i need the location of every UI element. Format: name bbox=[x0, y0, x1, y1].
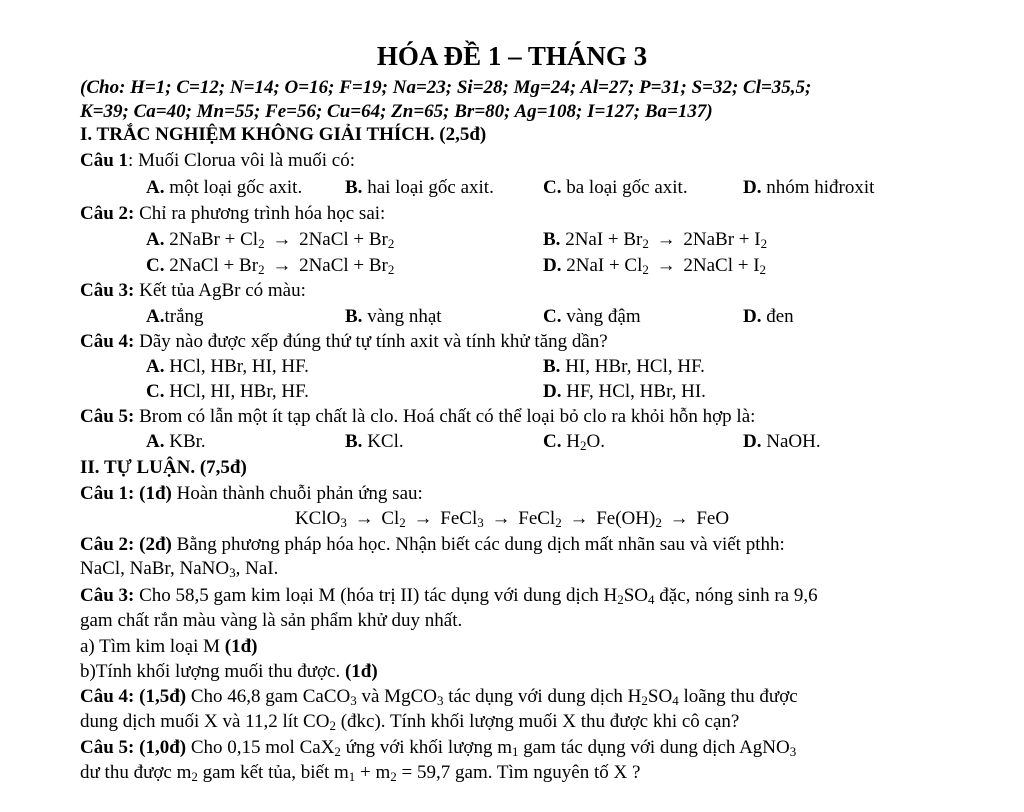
s1-q5-option-a: A. KBr. bbox=[146, 431, 206, 452]
atomic-masses-line-1: (Cho: H=1; C=12; N=14; O=16; F=19; Na=23; Si=28; Mg=24; Al=27; P=31; S=32; Cl=35,5; bbox=[80, 77, 812, 98]
atomic-masses-line-2: K=39; Ca=40; Mn=55; Fe=56; Cu=64; Zn=65; Br=80; Ag=108; I=127; Ba=137) bbox=[80, 101, 713, 122]
s2-q2-solutions: NaCl, NaBr, NaNO$_3$, NaI. bbox=[80, 558, 279, 580]
s2-q3-part-a: a) Tìm kim loại M (1đ) bbox=[80, 636, 258, 657]
s2-question-3: Câu 3: Cho 58,5 gam kim loại M (hóa trị II) tác dụng với dung dịch $H_2SO_4$ đặc, nóng sinh ra 9,6 bbox=[80, 585, 818, 607]
s1-q5-option-c: C. $H_2O$. bbox=[543, 431, 605, 453]
s1-q1-option-c: C. ba loại gốc axit. bbox=[543, 177, 688, 198]
s1-q2-option-a: A. 2NaBr + $Cl_2$ → 2NaCl + $Br_2$ bbox=[146, 229, 395, 251]
s1-q3-option-a: A.trắng bbox=[146, 306, 204, 327]
s1-q3-option-c: C. vàng đậm bbox=[543, 306, 641, 327]
s1-q5-option-d: D. NaOH. bbox=[743, 431, 821, 452]
s1-q1-option-d: D. nhóm hiđroxit bbox=[743, 177, 875, 198]
s2-question-2: Câu 2: (2đ) Bằng phương pháp hóa học. Nhận biết các dung dịch mất nhãn sau và viết pthh: bbox=[80, 534, 785, 555]
s1-q1-option-a: A. một loại gốc axit. bbox=[146, 177, 303, 198]
s1-q2-option-c: C. 2NaCl + $Br_2$ → 2NaCl + $Br_2$ bbox=[146, 255, 395, 277]
s1-question-2: Câu 2: Chỉ ra phương trình hóa học sai: bbox=[80, 203, 386, 224]
s1-q4-option-c: C. HCl, HI, HBr, HF. bbox=[146, 381, 309, 402]
section-1-heading: I. TRẮC NGHIỆM KHÔNG GIẢI THÍCH. (2,5đ) bbox=[80, 124, 487, 145]
s1-q5-option-b: B. KCl. bbox=[345, 431, 404, 452]
s1-q2-option-b: B. $2NaI + Br_2$ → 2NaBr + $I_2$ bbox=[543, 229, 768, 251]
s1-question-5: Câu 5: Brom có lẫn một ít tạp chất là clo. Hoá chất có thể loại bỏ clo ra khỏi hỗn hợp là: bbox=[80, 406, 756, 427]
s1-question-4: Câu 4: Dãy nào được xếp đúng thứ tự tính axit và tính khử tăng dần? bbox=[80, 331, 608, 352]
s1-q1-option-b: B. hai loại gốc axit. bbox=[345, 177, 494, 198]
reaction-chain: KClO$_3$ → $Cl_2$ → FeCl$_3$ → FeCl$_2$ → $Fe(OH)_2$ → FeO bbox=[294, 508, 730, 530]
s2-q4-line-2: dung dịch muối X và 11,2 lít $CO_2$ (đkc). Tính khối lượng muối X thu được khi cô cạn? bbox=[80, 711, 740, 733]
s1-q3-option-b: B. vàng nhạt bbox=[345, 306, 442, 327]
s1-q2-option-d: D. $2NaI + Cl_2$ → 2NaCl + $I_2$ bbox=[543, 255, 767, 277]
s2-question-1: Câu 1: (1đ) Hoàn thành chuỗi phản ứng sau: bbox=[80, 483, 423, 504]
s1-q3-option-d: D. đen bbox=[743, 306, 794, 327]
page-title: HÓA ĐỀ 1 – THÁNG 3 bbox=[376, 41, 648, 71]
s2-question-5: Câu 5: (1,0đ) Cho 0,15 mol CaX$_2$ ứng với khối lượng $m_1$ gam tác dụng với dung dịch AgNO$_3$ bbox=[80, 737, 797, 759]
s1-question-3: Câu 3: Kết tủa AgBr có màu: bbox=[80, 280, 306, 301]
s1-q4-option-a: A. HCl, HBr, HI, HF. bbox=[146, 356, 309, 377]
s2-q5-line-2: dư thu được $m_2$ gam kết tủa, biết $m_1 + m_2 = 59,7$ gam. Tìm nguyên tố X ? bbox=[80, 762, 641, 784]
s2-q3-line-2: gam chất rắn màu vàng là sản phẩm khử duy nhất. bbox=[80, 610, 463, 631]
s2-q3-part-b: b)Tính khối lượng muối thu được. (1đ) bbox=[80, 661, 378, 682]
s1-question-1: Câu 1: Muối Clorua vôi là muối có: bbox=[80, 150, 355, 171]
s1-q4-option-b: B. HI, HBr, HCl, HF. bbox=[543, 356, 705, 377]
section-2-heading: II. TỰ LUẬN. (7,5đ) bbox=[80, 457, 247, 478]
s2-question-4: Câu 4: (1,5đ) Cho 46,8 gam CaCO$_3$ và MgCO$_3$ tác dụng với dung dịch $H_2SO_4$ loãng thu được bbox=[80, 686, 798, 708]
s1-q4-option-d: D. HF, HCl, HBr, HI. bbox=[543, 381, 706, 402]
